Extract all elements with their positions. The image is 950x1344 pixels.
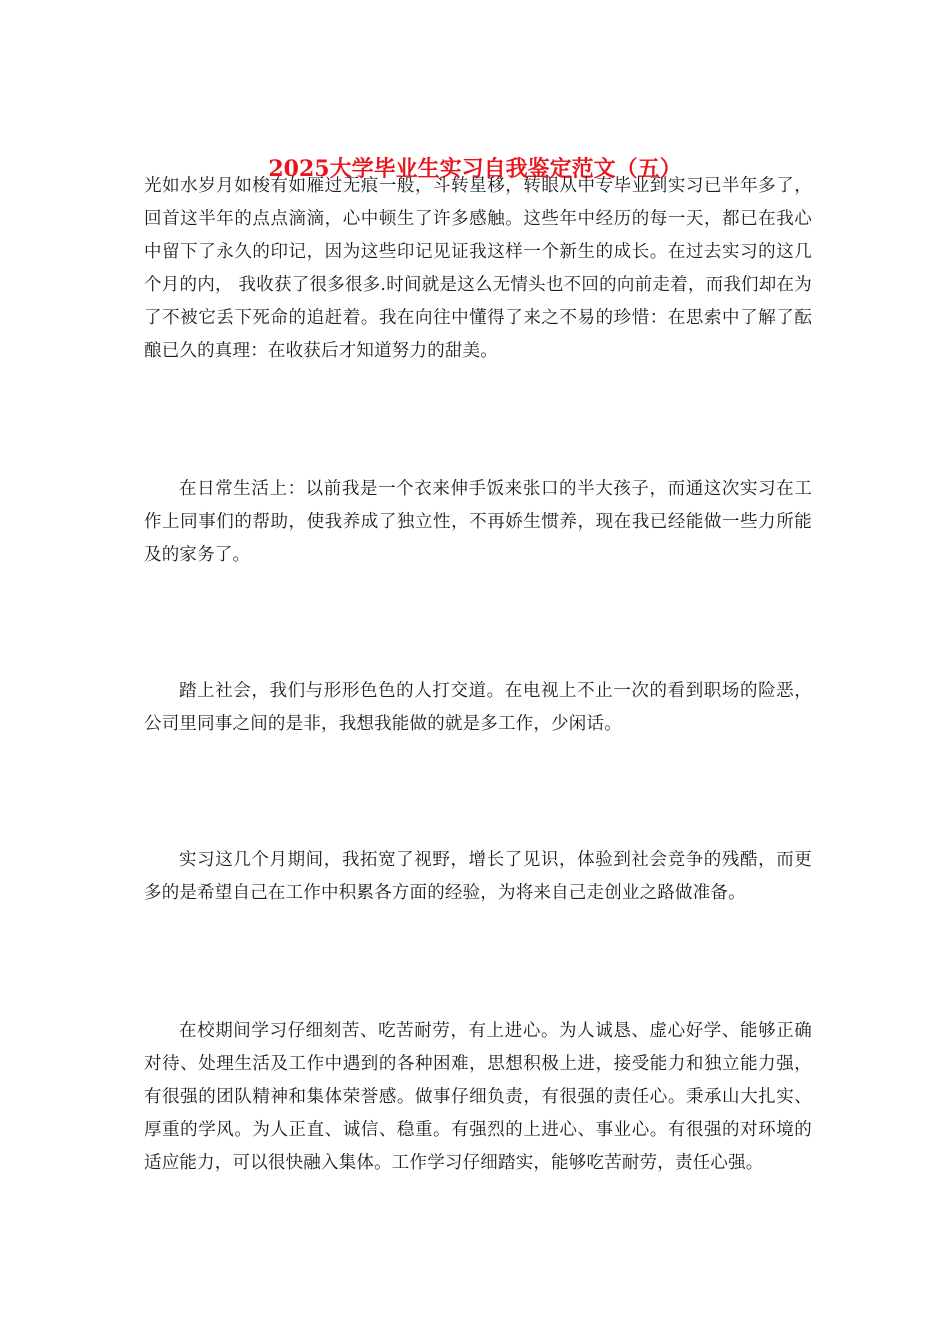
document-body bbox=[144, 170, 812, 1180]
document-title: 2025大学毕业生实习自我鉴定范文（五） bbox=[268, 156, 682, 182]
paragraph-4: 实习这几个月期间，我拓宽了视野，增长了见识，体验到社会竞争的残酷，而更多的是希望自己在工作中积累各方面的经验，为将来自己走创业之路做准备。 bbox=[144, 850, 812, 903]
paragraph-3: 踏上社会，我们与形形色色的人打交道。在电视上不止一次的看到职场的险恶，公司里同事之间的是非，我想我能做的就是多工作，少闲话。 bbox=[144, 681, 812, 734]
paragraph-2: 在日常生活上：以前我是一个衣来伸手饭来张口的半大孩子，而通这次实习在工作上同事们的帮助，使我养成了独立性，不再娇生惯养，现在我已经能做一些力所能及的家务了。 bbox=[144, 479, 812, 565]
paragraph-5: 在校期间学习仔细刻苦、吃苦耐劳，有上进心。为人诚恳、虚心好学、能够正确对待、处理生活及工作中遇到的各种困难，思想积极上进，接受能力和独立能力强，有很强的团队精神和集体荣誉感。做事仔细负责，有很强的责任心。秉承山大扎实、厚重的学风。为人正直、诚信、稳重。有强烈的上进心、事业心。有很强的对环境的适应能力，可以很快融入集体。工作学习仔细踏实，能够吃苦耐劳，责任心强。 bbox=[144, 1021, 812, 1173]
paragraph-1: 光如水岁月如梭有如雁过无痕一般，斗转星移，转眼从中专毕业到实习已半年多了，回首这半年的点点滴滴，心中顿生了许多感触。这些年中经历的每一天，都已在我心中留下了永久的印记，因为这些印记见证我这样一个新生的成长。在过去实习的这几个月的内， 我收获了很多很多.时间就是这么无情头也不回的向前走着，而我们却在为了不被它丢下死命的追赶着。我在向往中懂得了来之不易的珍惜：在思索中了解了酝酿已久的真理：在收获后才知道努力的甜美。 bbox=[144, 176, 812, 361]
